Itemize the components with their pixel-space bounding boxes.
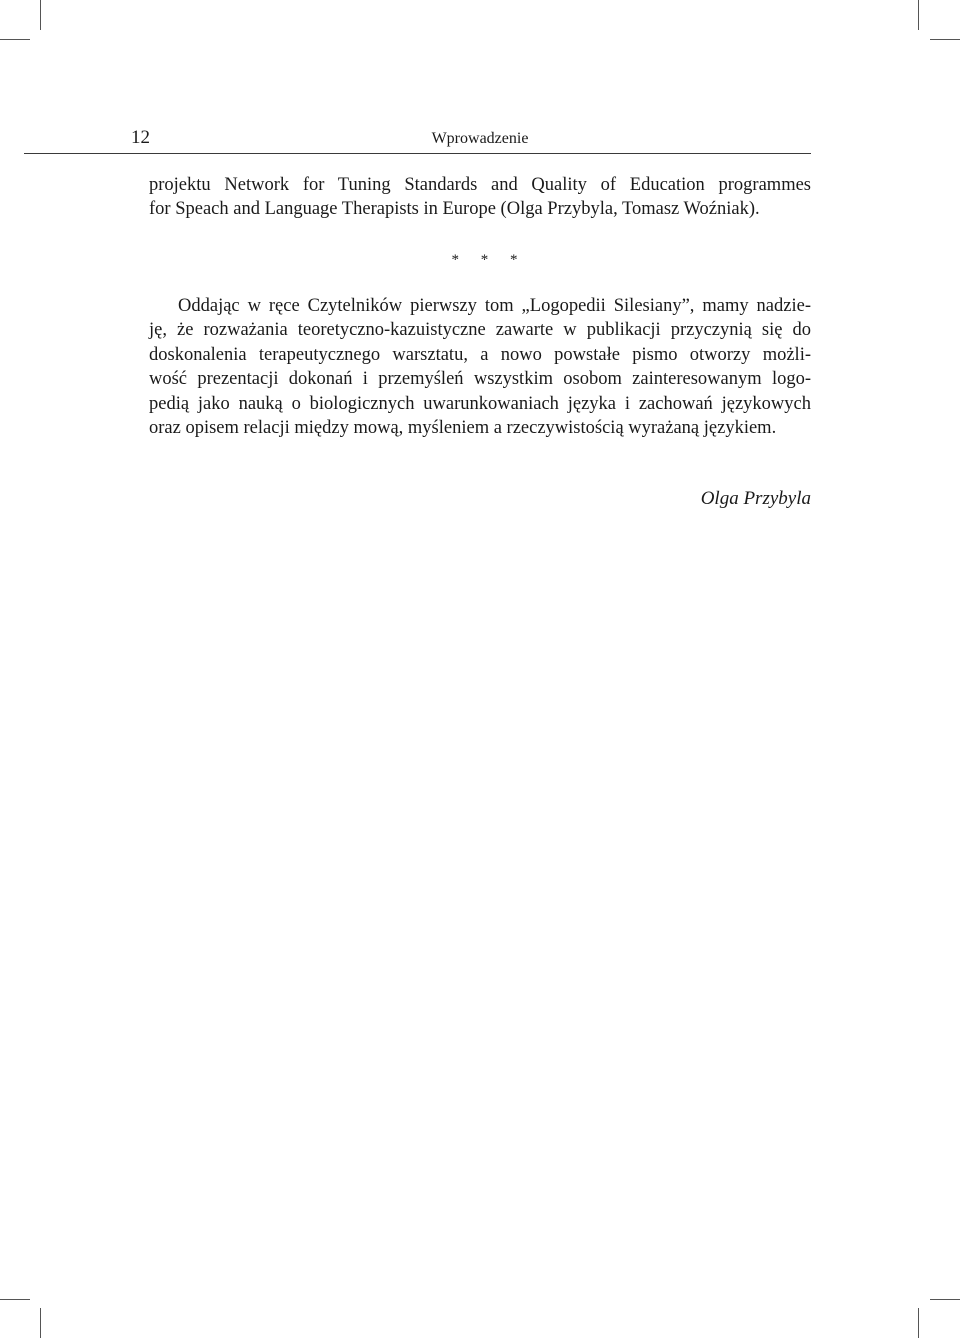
crop-mark-bottom-right <box>918 1308 919 1338</box>
crop-mark-top-right <box>930 39 960 40</box>
author-signature: Olga Przybyla <box>700 488 811 509</box>
crop-mark-top-right <box>918 0 919 30</box>
text-line: for Speach and Language Therapists in Europe (Olga Przybyla, Tomasz Woźniak). <box>149 199 760 220</box>
page-number: 12 <box>131 127 150 148</box>
text-line: projektu Network for Tuning Standards and Quality of Education programmes <box>149 175 811 195</box>
text-line: Oddając w ręce Czytelników pierwszy tom „Logopedii Silesiany”, mamy nadzie- <box>178 296 811 316</box>
crop-mark-top-left <box>40 0 41 30</box>
crop-mark-bottom-left <box>0 1299 30 1300</box>
running-head: Wprowadzenie <box>431 130 529 147</box>
crop-mark-bottom-right <box>930 1299 960 1300</box>
text-line: oraz opisem relacji między mową, myśleniem a rzeczywistością wyrażaną językiem. <box>149 418 777 439</box>
section-break-asterisms: * * * <box>451 252 527 268</box>
crop-mark-top-left <box>0 39 30 40</box>
text-line: wość prezentacji dokonań i przemyśleń wszystkim osobom zainteresowanym logo- <box>149 369 811 390</box>
crop-mark-bottom-left <box>40 1308 41 1338</box>
text-line: pedią jako nauką o biologicznych uwarunkowaniach języka i zachowań językowych <box>149 393 811 414</box>
paragraph-continuation <box>149 173 811 222</box>
paragraph-introduction <box>149 294 811 440</box>
text-line: ję, że rozważania teoretyczno-kazuistyczne zawarte w publikacji przyczynią się do <box>149 320 811 341</box>
text-line: doskonalenia terapeutycznego warsztatu, a nowo powstałe pismo otworzy możli- <box>149 344 811 365</box>
header-rule <box>24 153 811 154</box>
